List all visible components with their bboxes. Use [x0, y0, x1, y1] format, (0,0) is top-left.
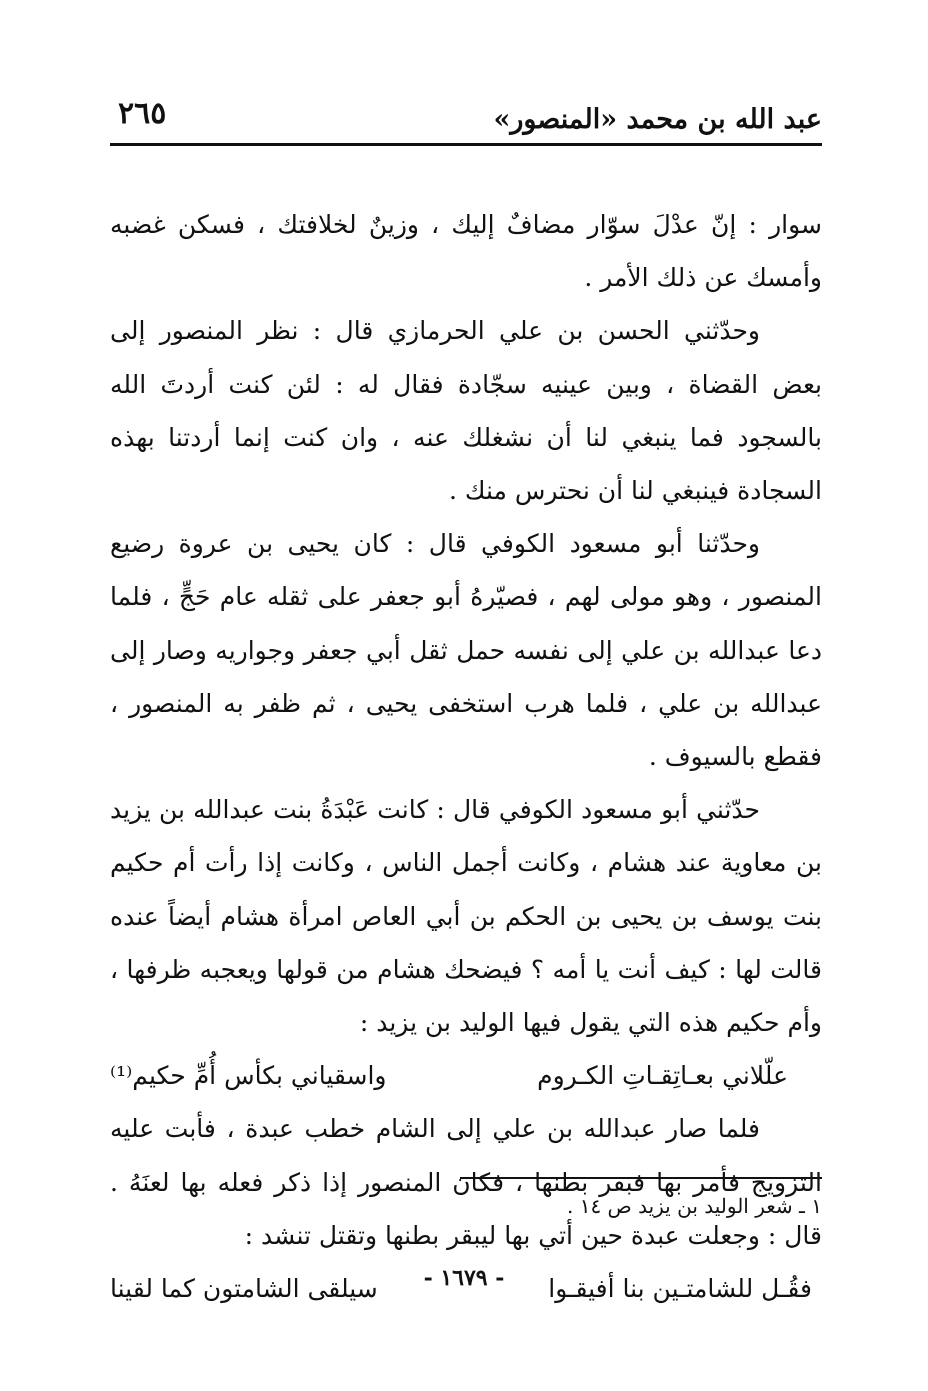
paragraph-1: سوار : إنّ عدْلَ سوّار مضافٌ إليك ، وزينٌ لخلافتك ، فسكن غضبه وأمسك عن ذلك الأمر .	[110, 210, 822, 293]
footnote-rule	[460, 1177, 822, 1179]
verse-1-hemistich-1: علّلاني بعـاتِقـاتِ الكـروم	[537, 1061, 788, 1091]
running-title: عبد الله بن محمد «المنصور»	[493, 104, 822, 135]
verse-1-hemistich-2: واسقياني بكأس أُمِّ حكيم⁽¹⁾	[110, 1061, 387, 1091]
paragraph-5: فلما صار عبدالله بن علي إلى الشام خطب عبدة ، فأبت عليه التزويج فأمر بها فبقر بطنها ، فكان المنصور إذا ذكر فعله بها لعنَهُ . قال : وجعلت عبدة حين أتي بها ليبقر بطنها وتقتل تنشد :	[110, 1114, 822, 1250]
folio-number: - ١٦٧٩ -	[423, 1265, 505, 1291]
verse-line-1	[110, 1049, 822, 1102]
footnote: ١ ـ شعر الوليد بن يزيد ص ١٤ .	[566, 1194, 822, 1218]
verse-2-hemistich-1: فقُـل للشامتـين بنا أفيقـوا	[548, 1274, 812, 1304]
verse-2-hemistich-2: سيلقى الشامتون كما لقينا	[110, 1274, 378, 1304]
page-number: ٢٦٥	[118, 96, 167, 131]
header-rule	[110, 143, 822, 146]
page-header	[110, 90, 822, 146]
paragraph-3: وحدّثنا أبو مسعود الكوفي قال : كان يحيى بن عروة رضيع المنصور ، وهو مولى لهم ، فصيّرهُ أبو جعفر على ثقله عام حَجٍّ ، فلما دعا عبدالله بن علي إلى نفسه حمل ثقل أبي جعفر وجواريه وصار إلى عبدالله بن علي ، فلما هرب استخفى يحيى ، ثم ظفر به المنصور ، فقطع بالسيوف .	[110, 529, 822, 772]
paragraph-4: حدّثني أبو مسعود الكوفي قال : كانت عَبْدَةُ بنت عبدالله بن يزيد بن معاوية عند هشام ، وكانت أجمل الناس ، وكانت إذا رأت أم حكيم بنت يوسف بن يحيى بن الحكم بن أبي العاص امرأة هشام أيضاً عنده قالت لها : كيف أنت يا أمه ؟ فيضحك هشام من قولها ويعجبه ظرفها ، وأم حكيم هذه التي يقول فيها الوليد بن يزيد :	[110, 795, 822, 1038]
paragraph-2: وحدّثني الحسن بن علي الحرمازي قال : نظر المنصور إلى بعض القضاة ، وبين عينيه سجّادة فقال له : لئن كنت أردتَ الله بالسجود فما ينبغي لنا أن نشغلك عنه ، وان كنت إنما أردتنا بهذه السجادة فينبغي لنا أن نحترس منك .	[110, 316, 822, 506]
body-text	[110, 198, 822, 1315]
